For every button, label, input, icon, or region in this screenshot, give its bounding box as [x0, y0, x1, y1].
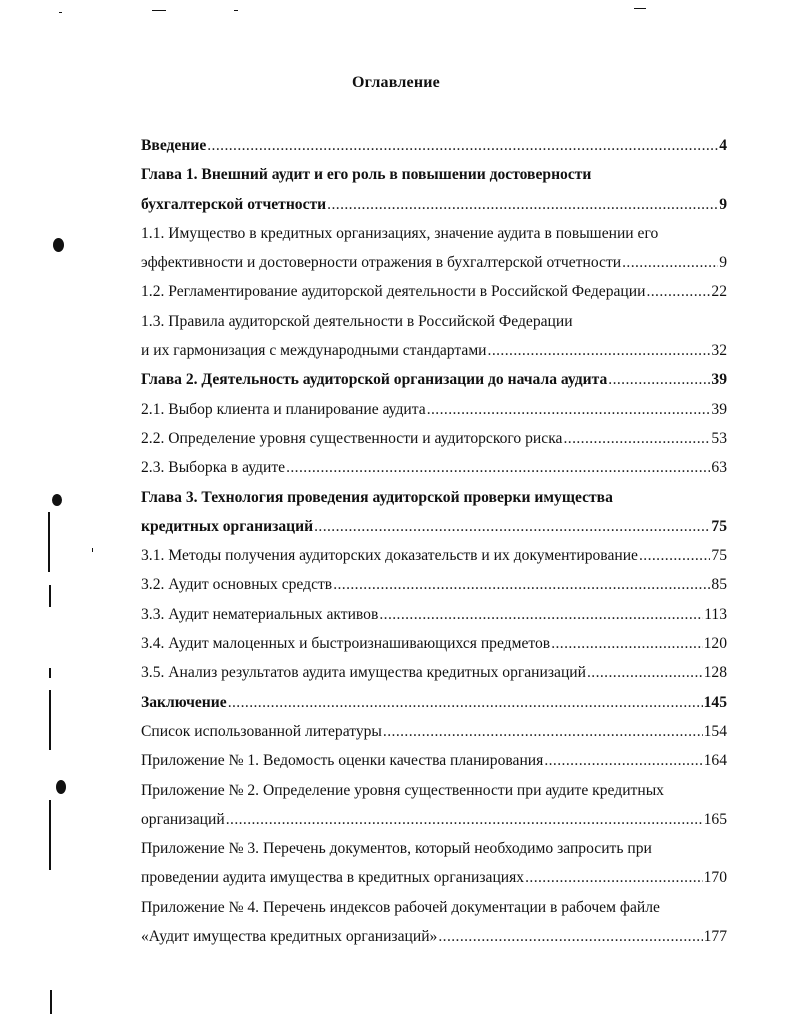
toc-entry-row: [141, 863, 727, 892]
toc-entry-app4: [141, 922, 727, 951]
scan-line-left-2: [49, 585, 51, 607]
toc-entry-row: [141, 248, 727, 277]
toc-page-number: 85: [711, 576, 727, 594]
toc-entry-text: Приложение № 2. Определение уровня существенности при аудите кредитных: [141, 781, 664, 799]
toc-leader-dots: [646, 277, 710, 306]
toc-entry-ch2: [141, 365, 727, 394]
toc-entry-s31: [141, 541, 727, 570]
toc-entry-label: проведении аудита имущества в кредитных организациях: [141, 869, 525, 887]
toc-page-number: 9: [719, 195, 727, 213]
toc-entry-row: [141, 541, 727, 570]
toc-entry-label: кредитных организаций: [141, 517, 314, 535]
toc-entry-row: [141, 277, 727, 306]
toc-entry-label: 3.3. Аудит нематериальных активов: [141, 605, 379, 623]
toc-leader-dots: [563, 424, 710, 453]
toc-leader-dots: [327, 190, 718, 219]
toc-entry-label: эффективности и достоверности отражения в бухгалтерской отчетности: [141, 254, 622, 272]
toc-page-number: 170: [703, 869, 727, 887]
toc-entry-label: «Аудит имущества кредитных организаций»: [141, 928, 438, 946]
toc-entry-label: 3.4. Аудит малоценных и быстроизнашивающихся предметов: [141, 635, 551, 653]
scan-blob-3: [56, 780, 66, 794]
scan-line-left-6: [50, 990, 52, 1014]
toc-entry-text: Глава 3. Технология проведения аудиторской проверки имущества: [141, 488, 613, 506]
toc-leader-dots: [333, 570, 710, 599]
toc-entry-label: Заключение: [141, 693, 227, 711]
toc-entry-refs: [141, 717, 727, 746]
toc-entry-ch1: [141, 190, 727, 219]
scan-mark-top-3: [634, 8, 646, 9]
toc-leader-dots: [228, 688, 703, 717]
toc-entry-ch3: [141, 512, 727, 541]
toc-leader-dots: [525, 863, 703, 892]
toc-page-number: 165: [703, 810, 727, 828]
scan-mark-top-1: [152, 10, 166, 11]
toc-entry-text: Глава 1. Внешний аудит и его роль в повышении достоверности: [141, 166, 592, 184]
toc-page-number: 128: [703, 664, 727, 682]
scan-mark-top-4: [59, 12, 62, 13]
toc-page-number: 75: [711, 547, 727, 565]
toc-entry-row: [141, 658, 727, 687]
toc-entry-s32: [141, 570, 727, 599]
toc-leader-dots: [639, 541, 710, 570]
toc-entry-app2-line1: [141, 776, 727, 805]
toc-leader-dots: [587, 658, 703, 687]
toc-page-number: 4: [719, 137, 727, 154]
toc-entry-s11-line1: [141, 219, 727, 248]
toc-page-number: 177: [703, 928, 727, 946]
toc-entry-row: [141, 424, 727, 453]
toc-entry-conclusion: [141, 688, 727, 717]
toc-entry-label: 1.2. Регламентирование аудиторской деятельности в Российской Федерации: [141, 283, 646, 301]
toc-entry-app4-line1: [141, 893, 727, 922]
toc-entry-label: 2.1. Выбор клиента и планирование аудита: [141, 400, 426, 418]
toc-entry-app2: [141, 805, 727, 834]
toc-page-number: 9: [719, 254, 727, 272]
toc-leader-dots: [608, 365, 710, 394]
toc-page-number: 53: [711, 429, 727, 447]
toc-entry-row: [141, 629, 727, 658]
scan-mark-top-2: [234, 10, 238, 11]
toc-page-number: 113: [704, 605, 727, 623]
scan-line-left-4: [49, 690, 51, 750]
scan-dot-1: [92, 548, 93, 552]
toc-entry-row: [141, 131, 727, 160]
toc-entry-app1: [141, 746, 727, 775]
toc-entry-row: [141, 570, 727, 599]
toc-entry-label: 3.2. Аудит основных средств: [141, 576, 333, 594]
toc-entry-ch3-line1: [141, 483, 727, 512]
toc-page-number: 164: [703, 752, 727, 770]
toc-entry-row: [141, 922, 727, 951]
toc-entry-s12: [141, 277, 727, 306]
toc-entry-label: Приложение № 1. Ведомость оценки качества планирования: [141, 752, 544, 770]
toc-entry-row: [141, 395, 727, 424]
toc-page-number: 63: [711, 459, 727, 477]
scan-blob-1: [53, 238, 64, 252]
toc-leader-dots: [226, 805, 703, 834]
toc-entry-row: [141, 717, 727, 746]
toc-entry-s13: [141, 336, 727, 365]
toc-page-number: 39: [711, 400, 727, 418]
toc-entry-app3: [141, 863, 727, 892]
toc-entry-s34: [141, 629, 727, 658]
toc-entry-label: 2.2. Определение уровня существенности и аудиторского риска: [141, 429, 563, 447]
toc-leader-dots: [551, 629, 702, 658]
toc-leader-dots: [488, 336, 711, 365]
table-of-contents: [141, 131, 727, 951]
toc-entry-s35: [141, 658, 727, 687]
toc-entry-label: организаций: [141, 810, 225, 828]
scan-line-left-1: [48, 512, 50, 572]
toc-entry-ch1-line1: [141, 160, 727, 189]
toc-page-number: 32: [711, 342, 727, 360]
toc-entry-s33: [141, 600, 727, 629]
toc-entry-s13-line1: [141, 307, 727, 336]
toc-entry-row: [141, 512, 727, 541]
toc-entry-label: и их гармонизация с международными стандартами: [141, 342, 487, 360]
scan-line-left-5: [49, 800, 51, 870]
toc-entry-label: 2.3. Выборка в аудите: [141, 459, 286, 477]
toc-entry-app3-line1: [141, 834, 727, 863]
toc-entry-text: Приложение № 3. Перечень документов, который необходимо запросить при: [141, 840, 652, 858]
scan-line-left-3: [49, 668, 51, 678]
toc-entry-label: Введение: [141, 137, 207, 154]
toc-entry-row: [141, 365, 727, 394]
toc-leader-dots: [438, 922, 702, 951]
toc-leader-dots: [544, 746, 702, 775]
toc-entry-row: [141, 600, 727, 629]
toc-leader-dots: [383, 717, 703, 746]
toc-leader-dots: [207, 131, 718, 160]
toc-entry-row: [141, 746, 727, 775]
toc-entry-label: 3.1. Методы получения аудиторских доказательств и их документирование: [141, 547, 638, 565]
toc-entry-row: [141, 190, 727, 219]
page-title: Оглавление: [352, 74, 440, 91]
toc-entry-row: [141, 805, 727, 834]
toc-entry-row: [141, 688, 727, 717]
toc-entry-label: Глава 2. Деятельность аудиторской организации до начала аудита: [141, 371, 608, 389]
toc-entry-s23: [141, 453, 727, 482]
toc-leader-dots: [427, 395, 711, 424]
toc-entry-s21: [141, 395, 727, 424]
scan-blob-2: [52, 494, 62, 506]
toc-leader-dots: [314, 512, 710, 541]
toc-page-number: 145: [703, 693, 727, 711]
toc-leader-dots: [622, 248, 718, 277]
toc-entry-label: бухгалтерской отчетности: [141, 195, 327, 213]
toc-leader-dots: [286, 453, 710, 482]
toc-entry-text: 1.3. Правила аудиторской деятельности в Российской Федерации: [141, 312, 573, 330]
toc-entry-row: [141, 336, 727, 365]
toc-entry-text: 1.1. Имущество в кредитных организациях, значение аудита в повышении его: [141, 224, 659, 242]
toc-page-number: 22: [711, 283, 727, 301]
toc-entry-label: Список использованной литературы: [141, 722, 382, 740]
toc-entry-s11: [141, 248, 727, 277]
toc-entry-s22: [141, 424, 727, 453]
toc-entry-text: Приложение № 4. Перечень индексов рабочей документации в рабочем файле: [141, 898, 660, 916]
toc-entry-intro: [141, 131, 727, 160]
toc-page-number: 120: [703, 635, 727, 653]
toc-page-number: 154: [703, 722, 727, 740]
toc-page-number: 39: [711, 371, 727, 389]
toc-leader-dots: [379, 600, 703, 629]
toc-entry-label: 3.5. Анализ результатов аудита имущества кредитных организаций: [141, 664, 586, 682]
toc-entry-row: [141, 453, 727, 482]
toc-page-number: 75: [711, 517, 727, 535]
